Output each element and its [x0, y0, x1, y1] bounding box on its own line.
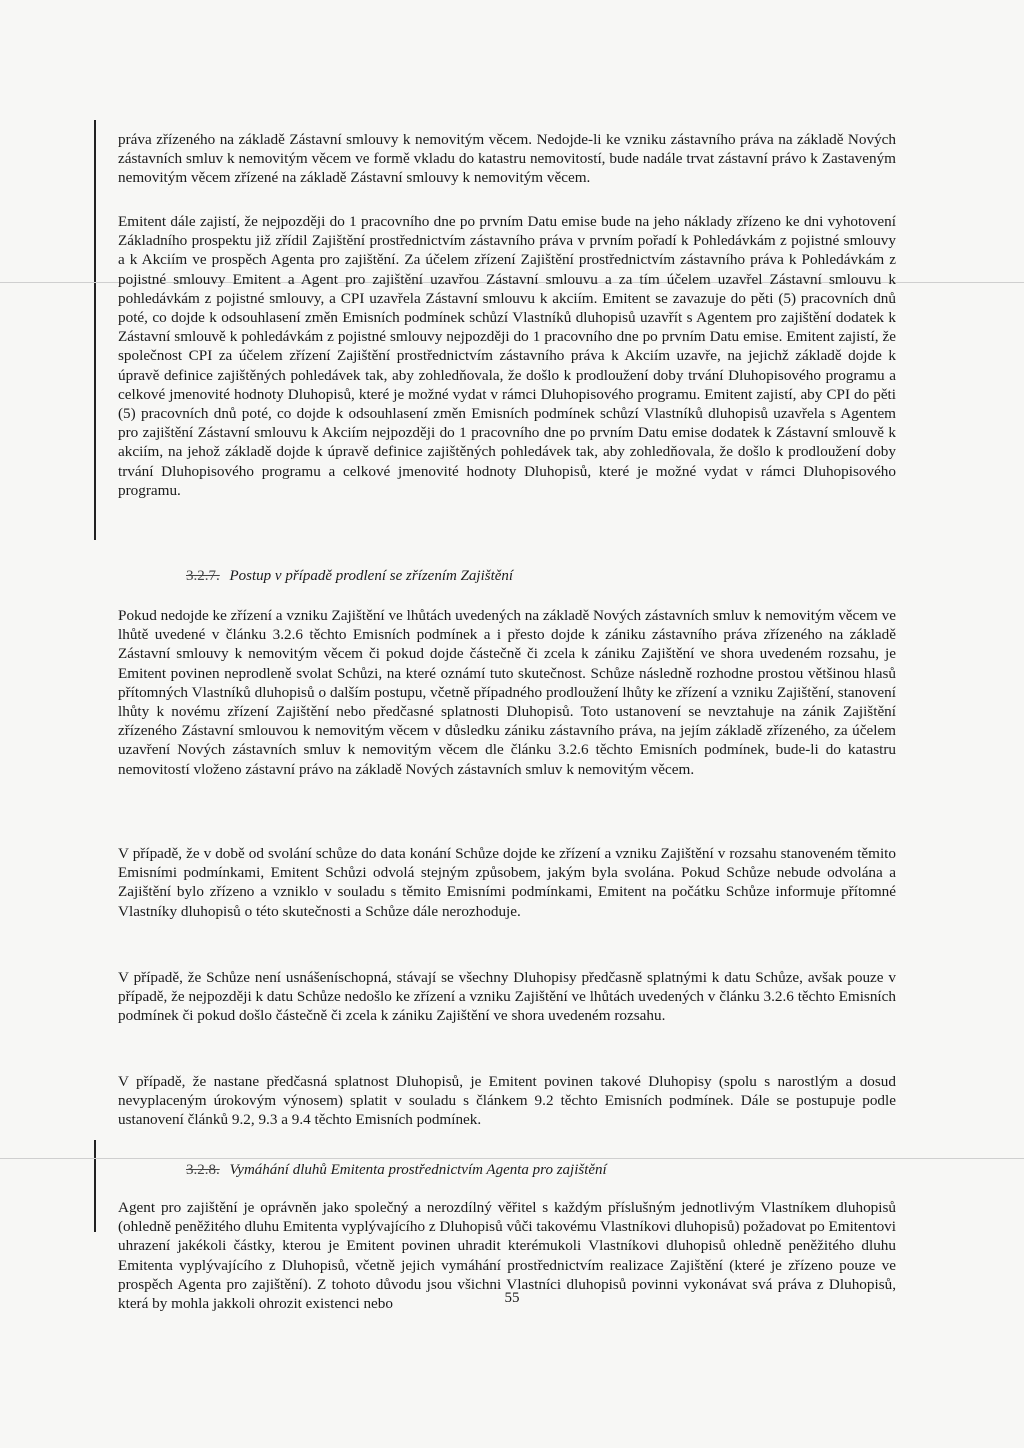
section-number: 3.2.7.: [186, 568, 220, 584]
paragraph-meeting-revocation: [118, 844, 896, 921]
paragraph-text: Pokud nedojde ke zřízení a vzniku Zajištění ve lhůtách uvedených na základě Nových zástavních smluv k nemovitým věcem ve lhůtě uvedené v článku 3.2.6 těchto Emisních podmínek a i přesto dojde k zániku zástavního práva zřízeného na základě Zástavní smlouvy k nemovitým věcem či pokud dojde částečně či zcela k zániku Zajištění ve shora uvedeném rozsahu, je Emitent povinen neprodleně svolat Schůzi, na které oznámí tuto skutečnost. Schůze následně rozhodne prostou většinou hlasů přítomných Vlastníků dluhopisů o dalším postupu, včetně případného prodloužení lhůty ke zřízení a vzniku Zajištění, stanovení lhůty k novému zřízení Zajištění nebo předčasné splatnosti Dluhopisů. Toto ustanovení se nevztahuje na zánik Zajištění zřízeného Zástavní smlouvou k nemovitým věcem v důsledku zániku zástavního práva, na jejím základě zřízeného, za účelem uzavření Nových zástavních smluv k nemovitým věcem dle článku 3.2.6 těchto Emisních podmínek, bude-li do katastru nemovitostí vloženo zástavní právo na základě Nových zástavních smluv k nemovitým věcem.: [118, 607, 896, 778]
paragraph-continuation: [118, 130, 896, 188]
paragraph-emitent-security: [118, 212, 896, 500]
section-heading-3-2-7: [186, 566, 513, 586]
scan-artifact-line: [0, 1158, 1024, 1159]
paragraph-text: Emitent dále zajistí, že nejpozději do 1 pracovního dne po prvním Datu emise bude na jeho náklady zřízeno ke dni vyhotovení Základního prospektu již zřídil Zajištění prostřednictvím zástavního práva v prvním pořadí k Pohledávkám z pojistné smlouvy a k Akciím ve prospěch Agenta pro zajištění. Za účelem zřízení Zajištění prostřednictvím zástavního práva k Pohledávkám z pojistné smlouvy Emitent a Agent pro zajištění uzavřou Zástavní smlouvu a za tím účelem uzavřel Zástavní smlouvu k pohledávkám z pojistné smlouvy, a CPI uzavřela Zástavní smlouvu k akciím. Emitent se zavazuje do pěti (5) pracovních dnů poté, co dojde k odsouhlasení změn Emisních podmínek schůzí Vlastníků dluhopisů uzavřít s Agentem pro zajištění dodatek k Zástavní smlouvě k pohledávkám z pojistné smlouvy nejpozději do 1 pracovního dne po prvním Datu emise. Emitent zajistí, že společnost CPI za účelem zřízení Zajištění prostřednictvím zástavního práva k Akciím uzavře, na jejichž základě dojde k úpravě definice zajištěných pohledávek tak, aby zohledňovala, že došlo k prodloužení doby trvání Dluhopisového programu a celkové jmenovité hodnoty Dluhopisů, které je možné vydat v rámci Dluhopisového programu. Emitent zajistí, aby CPI do pěti (5) pracovních dnů poté, co dojde k odsouhlasení změn Emisních podmínek schůzí Vlastníků dluhopisů uzavřela s Agentem pro zajištění Zástavní smlouvu k Akciím nejpozději do 1 pracovního dne po prvním Datu emise dodatek k Zástavní smlouvě k akciím, na jehož základě dojde k úpravě definice zajištěných pohledávek tak, aby zohledňovala, že došlo k prodloužení doby trvání Dluhopisového programu a celkové jmenovité hodnoty Dluhopisů, které je možné vydat v rámci Dluhopisového programu.: [118, 213, 896, 499]
paragraph-early-maturity: [118, 1072, 896, 1130]
section-title: Postup v případě prodlení se zřízením Zajištění: [229, 568, 514, 584]
paragraph-text: V případě, že nastane předčasná splatnost Dluhopisů, je Emitent povinen takové Dluhopisy (spolu s narostlým a dosud nevyplaceným úrokovým výnosem) splatit v souladu s článkem 9.2 těchto Emisních podmínek. Dále se postupuje podle ustanovení článků 9.2, 9.3 a 9.4 těchto Emisních podmínek.: [118, 1073, 896, 1129]
section-title: Vymáhání dluhů Emitenta prostřednictvím Agenta pro zajištění: [229, 1162, 607, 1178]
section-heading-3-2-8: [186, 1160, 607, 1180]
paragraph-text: V případě, že Schůze není usnášeníschopná, stávají se všechny Dluhopisy předčasně splatnými k datu Schůze, avšak pouze v případě, že nejpozději k datu Schůze nedošlo ke zřízení a vzniku Zajištění ve lhůtách uvedených v článku 3.2.6 těchto Emisních podmínek či pokud došlo částečně či zcela k zániku Zajištění ve shora uvedeném rozsahu.: [118, 969, 896, 1025]
paragraph-delay-procedure: [118, 606, 896, 779]
page-number: 55: [504, 1290, 520, 1306]
paragraph-no-quorum: [118, 968, 896, 1026]
revision-margin-bar: [94, 120, 96, 540]
paragraph-text: práva zřízeného na základě Zástavní smlouvy k nemovitým věcem. Nedojde-li ke vzniku zástavního práva na základě Nových zástavních smluv k nemovitým věcem ve formě vkladu do katastru nemovitostí, bude nadále trvat zástavní právo k Zastaveným nemovitým věcem zřízené na základě Zástavní smlouvy k nemovitým věcem.: [118, 131, 896, 187]
section-number: 3.2.8.: [186, 1162, 220, 1178]
revision-margin-bar: [94, 1140, 96, 1232]
paragraph-text: Agent pro zajištění je oprávněn jako společný a nerozdílný věřitel s každým příslušným jednotlivým Vlastníkem dluhopisů (ohledně peněžitého dluhu Emitenta vyplývajícího z Dluhopisů vůči takovému Vlastníkovi dluhopisů) požadovat po Emitentovi uhrazení jakékoli částky, kterou je Emitent povinen uhradit kterémukoli Vlastníkovi dluhopisů ohledně peněžitého dluhu Emitenta vyplývajícího z Dluhopisů, včetně jejich vymáhání prostřednictvím realizace Zajištění (které je zřízeno pouze ve prospěch Agenta pro zajištění). Z tohoto důvodu jsou všichni Vlastníci dluhopisů povinni vykonávat svá práva z Dluhopisů, která by mohla jakkoli ohrozit existenci nebo: [118, 1199, 896, 1313]
paragraph-text: V případě, že v době od svolání schůze do data konání Schůze dojde ke zřízení a vzniku Zajištění v rozsahu stanoveném těmito Emisními podmínkami, Emitent Schůzi odvolá stejným způsobem, jakým byla svolána. Pokud Schůze nebude odvolána a Zajištění bylo zřízeno a vzniklo v souladu s těmito Emisními podmínkami, Emitent na počátku Schůze informuje přítomné Vlastníky dluhopisů o této skutečnosti a Schůze dále nerozhoduje.: [118, 845, 896, 920]
